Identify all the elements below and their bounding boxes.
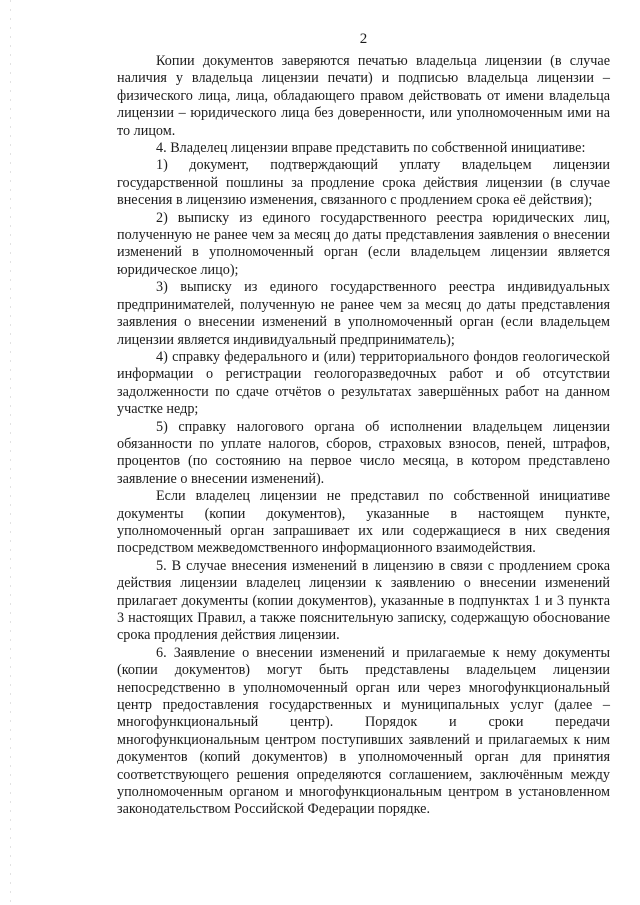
paragraph-interagency-request: Если владелец лицензии не представил по собственной инициативе документы (копии документов), указанные в настоящем пункте, уполномоченный орган запрашивает их или содержащиеся в них сведения посредством межведомственного информационного взаимодействия. [117,488,610,557]
paragraph-subitem-5: 5) справку налогового органа об исполнении владельцем лицензии обязанности по уплате налогов, сборов, страховых взносов, пеней, штрафов, процентов (по состоянию на первое число месяца, в котором представлено заявление о внесении изменений). [117,418,610,487]
paragraph-copies-certification: Копии документов заверяются печатью владельца лицензии (в случае наличия у владельца лицензии печати) и подписью владельца лицензии – физического лица, лица, обладающего правом действовать от имени владельца лицензии – юридического лица без доверенности, или уполномоченным ими на то лицом. [117,53,610,139]
paragraph-subitem-2: 2) выписку из единого государственного реестра юридических лиц, полученную не ранее чем за месяц до даты представления заявления о внесении изменений в уполномоченный орган (если владельцем лицензии является юридическое лицо); [117,209,610,278]
page-number: 2 [359,31,368,47]
paragraph-subitem-4: 4) справку федерального и (или) территориального фондов геологической информации о регистрации геологоразведочных работ и об отсутствии задолженности по сдаче отчётов о результатах завершённых работ на данном участке недр; [117,348,610,418]
paragraph-item-5: 5. В случае внесения изменений в лицензию в связи с продлением срока действия лицензии владелец лицензии к заявлению о внесении изменений прилагает документы (копии документов), указанные в подпунктах 1 и 3 пункта 3 настоящих Правил, а также пояснительную записку, содержащую обоснование срока продления действия лицензии. [117,557,610,644]
paragraph-subitem-3: 3) выписку из единого государственного реестра индивидуальных предпринимателей, полученную не ранее чем за месяц до даты представления заявления о внесении изменений в уполномоченный орган (если владельцем лицензии является индивидуальный предприниматель); [117,279,610,348]
scan-margin-line [10,0,11,905]
paragraph-subitem-1: 1) документ, подтверждающий уплату владельцем лицензии государственной пошлины за продление срока действия лицензии (в случае внесения в лицензию изменения, связанного с продлением срока её действия); [117,157,610,209]
paragraph-item-4-heading: 4. Владелец лицензии вправе представить по собственной инициативе: [156,140,586,157]
paragraph-item-6: 6. Заявление о внесении изменений и прилагаемые к нему документы (копии документов) могут быть представлены владельцем лицензии непосредственно в уполномоченный орган или через многофункциональный центр предоставления государственных и муниципальных услуг (далее – многофункциональный центр). Порядок и сроки передачи многофункциональным центром поступивших заявлений и прилагаемых к ним документов (копий документов) в уполномоченный орган для принятия соответствующего решения определяются соглашением, заключённым между уполномоченным органом и многофункциональным центром в установленном законодательством Российской Федерации порядке. [117,644,610,818]
